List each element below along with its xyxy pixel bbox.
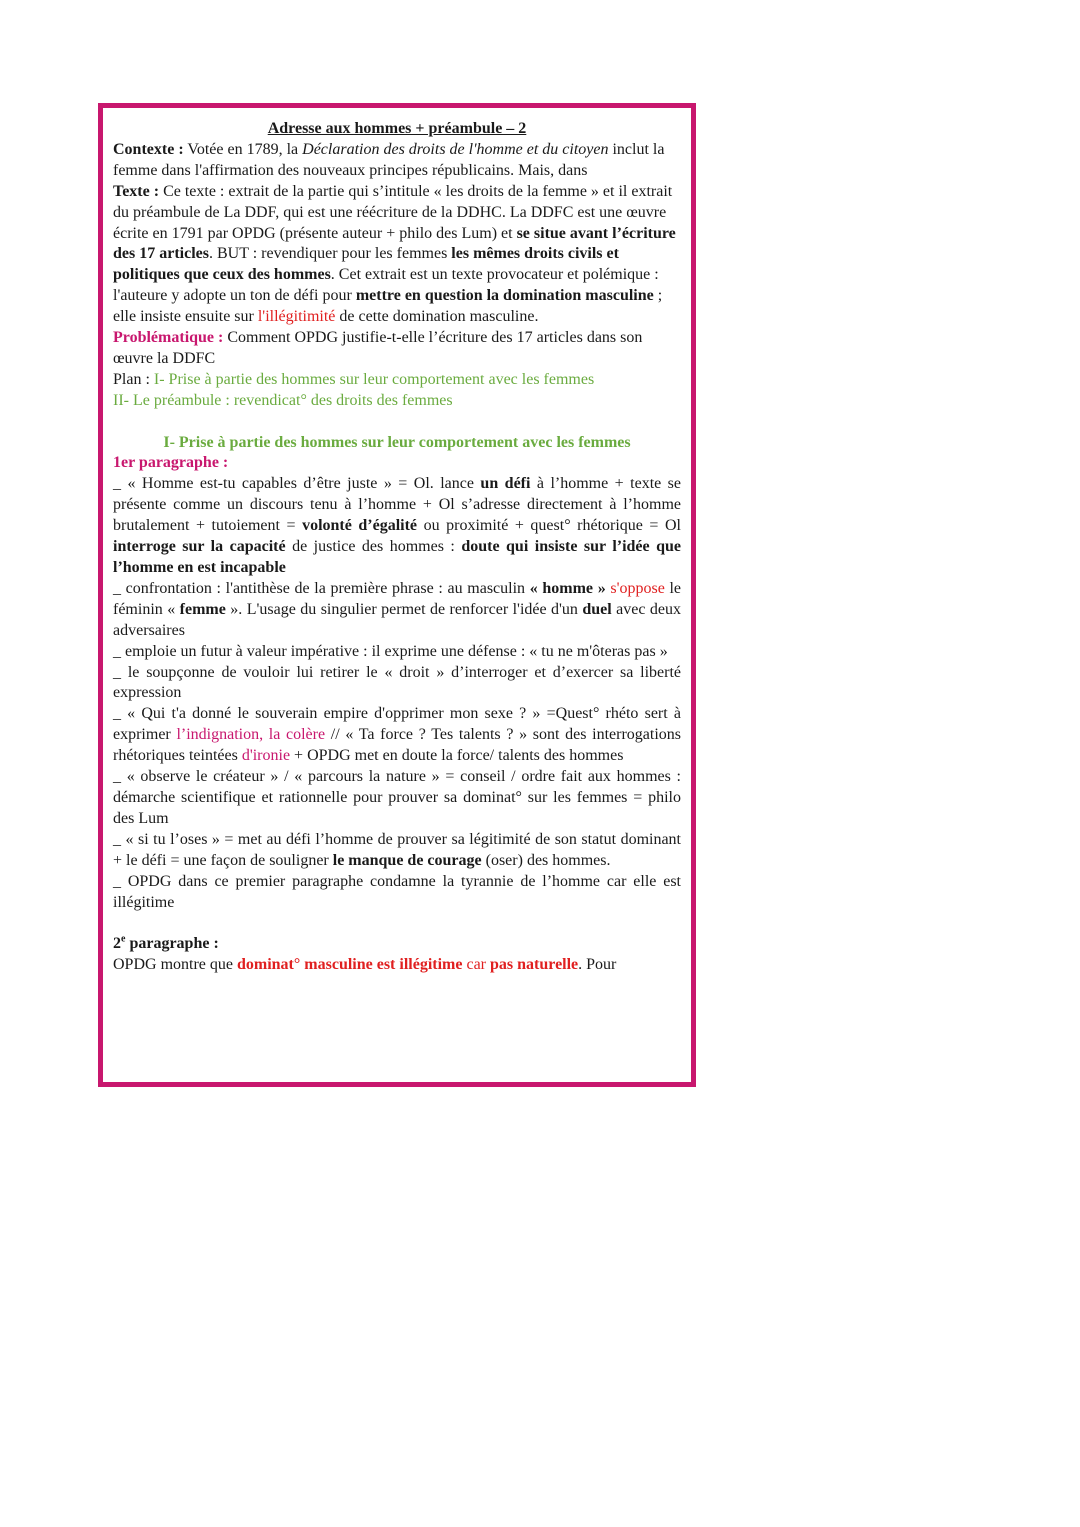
bullet-2-text-2: le féminin «: [113, 579, 682, 618]
spacer: [113, 913, 681, 934]
bullet-5-text-2: // « Ta force ? Tes talents ? » sont des interrogations rhétoriques teintées: [113, 726, 682, 765]
spacer: [113, 412, 681, 433]
text-part-4: ; elle insiste ensuite sur: [113, 287, 663, 326]
page-title: Adresse aux hommes + préambule – 2: [267, 120, 527, 137]
text-part-5: de cette domination masculine.: [335, 308, 539, 326]
bullet-1-bold-4: doute qui insiste sur l’idée que l’homme en est incapable: [113, 538, 682, 577]
bullet-5-pink-1: l’indignation, la colère: [176, 726, 326, 744]
bullet-1-text-1: _ « Homme est-tu capables d’être juste » = Ol. lance: [113, 475, 481, 493]
bullet-3: _ emploie un futur à valeur impérative : il exprime une défense : « tu ne m'ôteras pas »: [113, 642, 668, 660]
problematic-label: Problématique :: [113, 329, 224, 347]
bullet-2-bold-1: « homme »: [529, 579, 606, 597]
bullet-1-bold-1: un défi: [480, 475, 531, 493]
bullet-2-text-3: ». L'usage du singulier permet de renforcer l'idée d'un: [225, 600, 583, 618]
bullet-2-red-1: s'oppose: [610, 579, 665, 597]
text-red-1: l'illégitimité: [257, 308, 336, 326]
text-bold-3: mettre en question la domination masculine: [355, 287, 654, 305]
text-label: Texte :: [113, 182, 160, 200]
bullet-2-bold-2: femme: [179, 600, 226, 618]
context-text-1: Votée en 1789, la: [183, 140, 303, 158]
plan-label: Plan :: [113, 370, 154, 388]
problematic-paragraph: [113, 328, 681, 370]
paragraph-2-red-2: car: [462, 956, 490, 974]
bullet-8: _ OPDG dans ce premier paragraphe condamne la tyrannie de l’homme car elle est illégitime: [113, 872, 681, 911]
bullet-5-text-3: + OPDG met en doute la force/ talents des hommes: [290, 747, 624, 765]
note-card: [98, 103, 696, 1087]
bullet-1: [113, 474, 681, 579]
paragraph-2-text: [113, 955, 681, 976]
paragraph-2-text-2: . Pour: [578, 956, 617, 974]
bullet-1-bold-3: interroge sur la capacité: [113, 538, 286, 556]
paragraph-2-text-1: OPDG montre que: [113, 956, 237, 974]
bullet-4: _ le soupçonne de vouloir lui retirer le « droit » d’interroger et d’exercer sa liberté expression: [113, 663, 681, 702]
plan-part-1: I- Prise à partie des hommes sur leur comportement avec les femmes: [153, 370, 595, 388]
text-part-3: . Cet extrait est un texte provocateur et polémique : l'auteure y adopte un ton de défi pour: [113, 266, 659, 305]
bullet-2-bold-3: duel: [582, 600, 612, 618]
bullet-1-bold-2: volonté d’égalité: [302, 517, 418, 535]
bullet-2: [113, 579, 681, 642]
paragraph-2-red-1: dominat° masculine est illégitime: [236, 956, 463, 974]
paragraph-2-heading: [113, 934, 681, 955]
bullet-6: _ « observe le créateur » / « parcours la nature » = conseil / ordre fait aux hommes : démarche scientifique et rationnelle pour prouver sa dominat° sur les femmes = philo des Lum: [113, 768, 681, 827]
context-text-2: inclut la femme dans l'affirmation des nouveaux principes républicains. Mais, dans: [113, 140, 665, 179]
paragraph-2-number: 2: [113, 935, 121, 953]
bullet-7-bold-1: le manque de courage: [332, 851, 482, 869]
text-part-1: Ce texte : extrait de la partie qui s’intitule « les droits de la femme » et il extrait du préambule de La DDF, qui est une réécriture de la DDHC. La DDFC est une œuvre écrite en 1791 par OPDG (présente auteur + philo des Lum) et: [113, 182, 673, 242]
paragraph-2-red-3: pas naturelle: [490, 956, 579, 974]
paragraph-1-heading: 1er paragraphe :: [113, 454, 229, 472]
context-paragraph: [113, 140, 681, 182]
bullet-7-text-1: _ « si tu l’oses » = met au défi l’homme de prouver sa légitimité de son statut dominant + le défi = une façon de souligner: [113, 830, 681, 869]
paragraph-2-sup: e: [121, 933, 126, 945]
context-italic-title: Déclaration des droits de l'homme et du citoyen: [302, 140, 609, 158]
bullet-1-text-2: à l’homme + texte se présente comme un discours tenu à l’homme + Ol s’adresse directement à l’homme brutalement + tutoiement =: [113, 475, 682, 535]
bullet-7: [113, 830, 681, 872]
bullet-5: [113, 704, 681, 767]
bullet-5-text-1: _ « Qui t'a donné le souverain empire d'opprimer mon sexe ? » =Quest° rhéto sert à exprimer: [113, 705, 681, 744]
text-bold-1: se situe avant l’écriture des 17 articles: [113, 224, 676, 263]
bullet-2-text-4: avec deux adversaires: [113, 600, 682, 639]
bullet-1-text-4: de justice des hommes :: [285, 538, 462, 556]
bullet-2-text-1: _ confrontation : l'antithèse de la première phrase : au masculin: [113, 579, 530, 597]
plan-line-2: II- Le préambule : revendicat° des droits des femmes: [113, 391, 453, 409]
plan-line-1: [113, 370, 681, 391]
text-bold-2: les mêmes droits civils et politiques que ceux des hommes: [113, 245, 619, 284]
paragraph-2-label: paragraphe :: [125, 935, 219, 953]
bullet-7-text-2: (oser) des hommes.: [481, 851, 611, 869]
section-heading: I- Prise à partie des hommes sur leur comportement avec les femmes: [163, 433, 631, 451]
problematic-text: Comment OPDG justifie-t-elle l’écriture des 17 articles dans son œuvre la DDFC: [113, 329, 643, 367]
context-label: Contexte :: [113, 140, 184, 158]
bullet-1-text-3: ou proximité + quest° rhétorique = Ol: [417, 517, 682, 535]
text-part-2: . BUT : revendiquer pour les femmes: [208, 245, 452, 263]
text-paragraph: [113, 182, 681, 328]
bullet-5-pink-2: d'ironie: [241, 747, 291, 765]
